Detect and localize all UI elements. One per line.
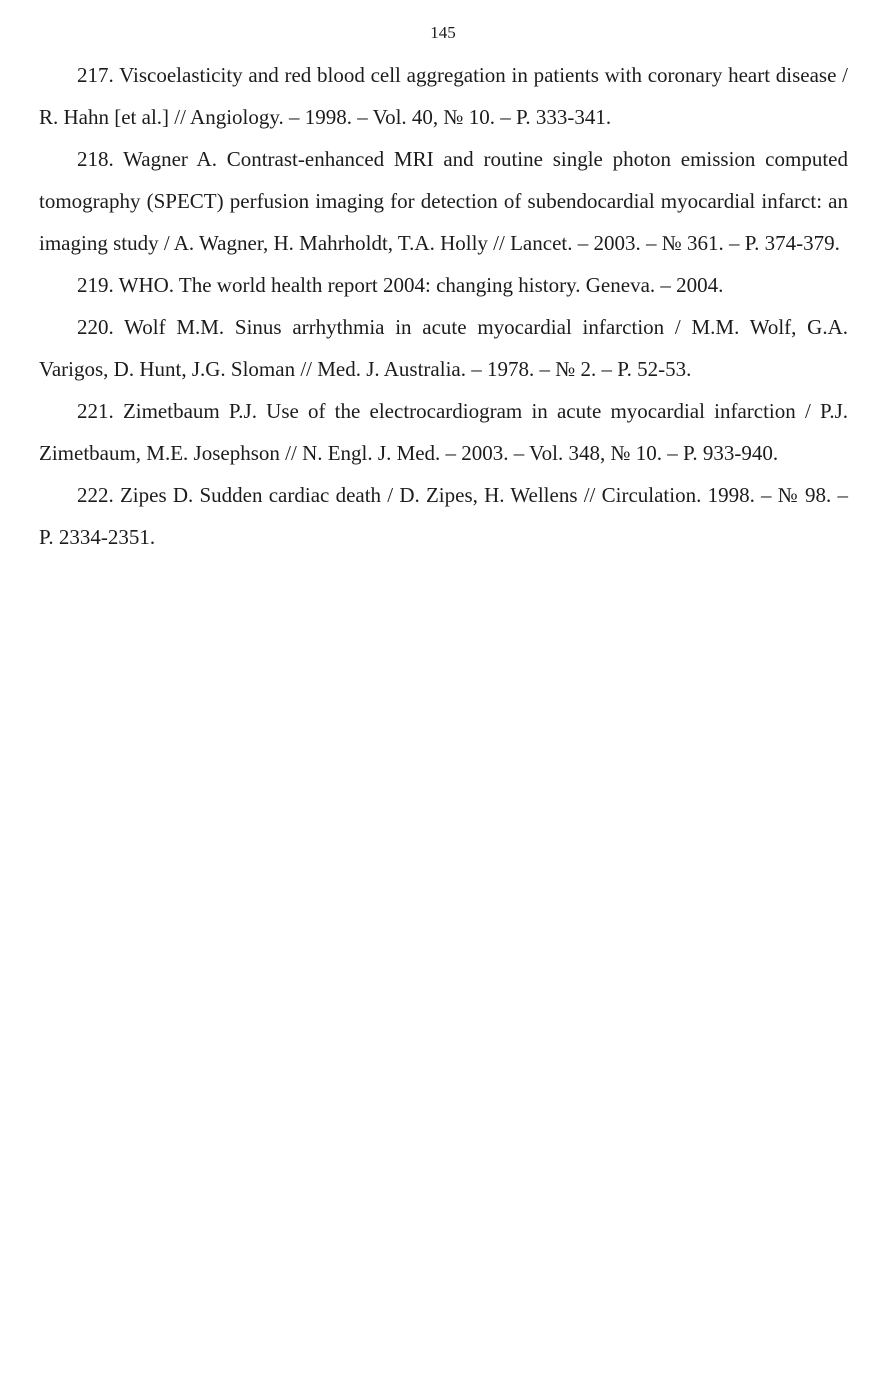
reference-220: 220. Wolf M.M. Sinus arrhythmia in acute myocardial infarction / M.M. Wolf, G.A. Varigos, D. Hunt, J.G. Sloman // Med. J. Australia. – 1978. – № 2. – P. 52-53.: [39, 315, 848, 381]
reference-218: 218. Wagner A. Contrast-enhanced MRI and routine single photon emission computed tomography (SPECT) perfusion imaging for detection of subendocardial myocardial infarct: an imaging study / A. Wagner, H. Mahrholdt, T.A. Holly // Lancet. – 2003. – № 361. – P. 374-379.: [39, 147, 848, 255]
reference-217: 217. Viscoelasticity and red blood cell aggregation in patients with coronary heart disease / R. Hahn [et al.] // Angiology. – 1998. – Vol. 40, № 10. – P. 333-341.: [39, 63, 848, 129]
page-number: 145: [430, 23, 456, 42]
reference-list: [39, 54, 848, 558]
reference-222: 222. Zipes D. Sudden cardiac death / D. Zipes, H. Wellens // Circulation. 1998. – № 98. – P. 2334-2351.: [39, 483, 848, 549]
reference-219: 219. WHO. The world health report 2004: changing history. Geneva. – 2004.: [77, 273, 724, 297]
reference-221: 221. Zimetbaum P.J. Use of the electrocardiogram in acute myocardial infarction / P.J. Zimetbaum, M.E. Josephson // N. Engl. J. Med. – 2003. – Vol. 348, № 10. – P. 933-940.: [39, 399, 848, 465]
